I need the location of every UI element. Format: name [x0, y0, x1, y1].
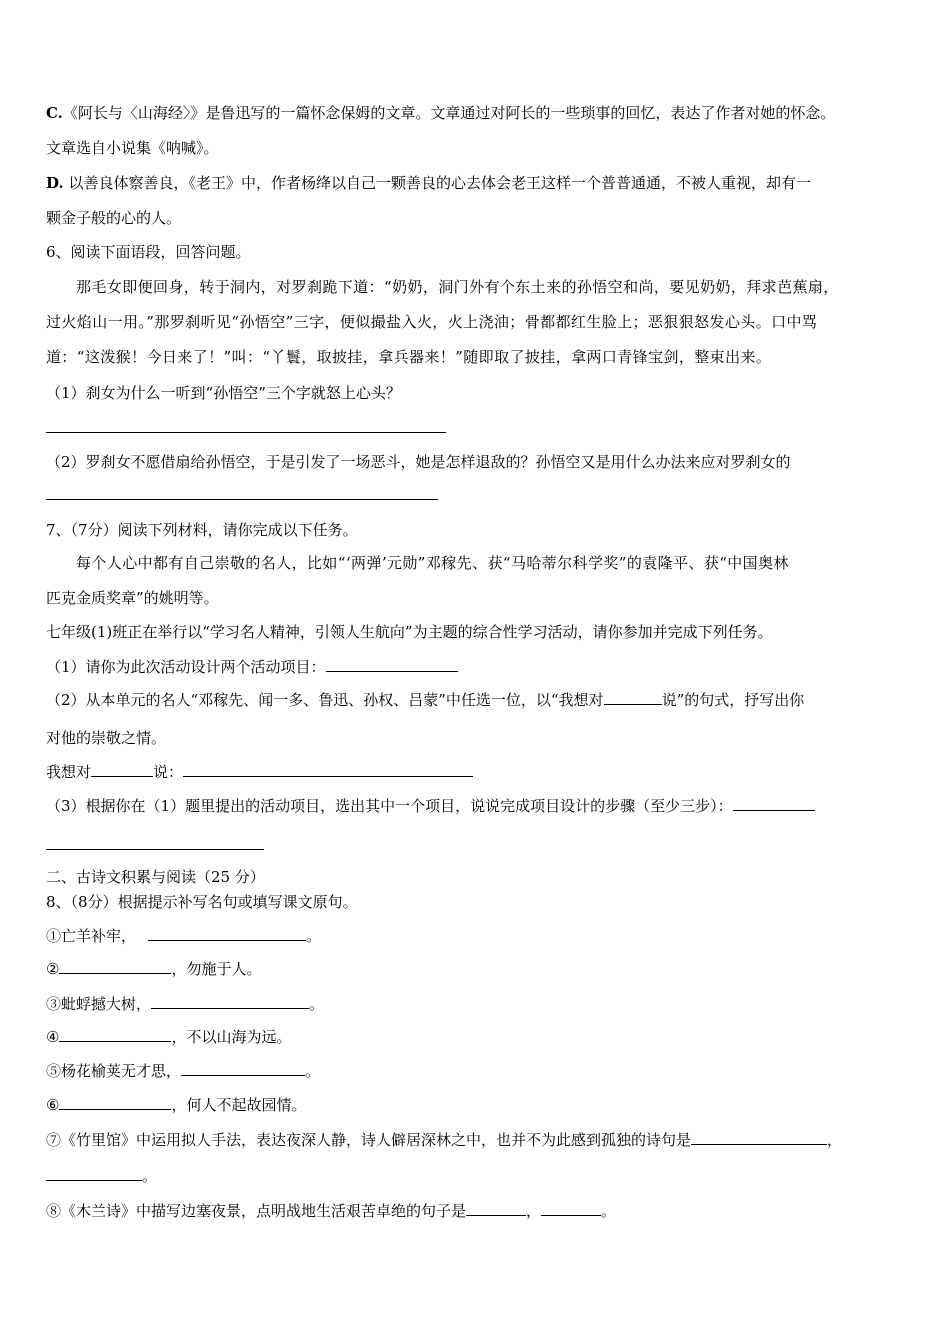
prompt: 。: [306, 927, 322, 945]
answer-blank[interactable]: [604, 690, 662, 705]
prompt: ⑦《竹里馆》中运用拟人手法，表达夜深人静，诗人僻居深林之中，也并不为此感到孤独的诗句是: [46, 1131, 692, 1149]
prompt: （2）从本单元的名人“邓稼先、闻一多、鲁迅、孙权、吕蒙”中任选一位，以“我想对: [46, 691, 604, 709]
q6-passage-2: 过火焰山一用。”那罗刹听见“孙悟空”三字，便似撮盐入火，火上浇油；骨都都红生脸上；恶狠狠怒发心头。口中骂: [46, 313, 818, 331]
prompt: ⑧《木兰诗》中描写边塞夜景，点明战地生活艰苦卓绝的句子是: [46, 1202, 467, 1220]
prompt: 。: [309, 995, 325, 1013]
answer-line[interactable]: [46, 849, 264, 850]
q8-item-8: [46, 1201, 616, 1221]
q7-intro: 七年级(1)班正在举行以“学习名人精神，引领人生航向”为主题的综合性学习活动，请你参加并完成下列任务。: [46, 623, 773, 641]
answer-blank[interactable]: [326, 657, 458, 672]
q7-title: 7、（7分）阅读下列材料，请你完成以下任务。: [46, 521, 358, 539]
answer-blank[interactable]: [691, 1130, 827, 1145]
prompt: ①亡羊补牢，: [46, 927, 137, 945]
option-label: D.: [46, 174, 64, 192]
answer-blank[interactable]: [59, 1027, 171, 1042]
answer-blank[interactable]: [151, 994, 309, 1009]
q7-sub3: [46, 796, 815, 816]
section-heading: 二、古诗文积累与阅读（25 分）: [46, 868, 265, 886]
q6-passage-1: 那毛女即便回身，转于洞内，对罗刹跪下道：“奶奶，洞门外有个东土来的孙悟空和尚，要见奶奶，拜求芭蕉扇，: [76, 278, 839, 296]
prompt: 。: [601, 1202, 617, 1220]
answer-line[interactable]: [46, 499, 438, 500]
prompt: （1）请你为此次活动设计两个活动项目：: [46, 658, 326, 676]
option-text: 《阿长与〈山海经〉》是鲁迅写的一篇怀念保姆的文章。文章通过对阿长的一些琐事的回忆，表达了作者对她的怀念。: [62, 104, 836, 122]
prompt: ②: [46, 960, 60, 978]
q7-sub1: [46, 657, 458, 677]
prompt: 。: [142, 1167, 158, 1185]
prompt: ，不以山海为远。: [171, 1028, 292, 1046]
answer-blank[interactable]: [183, 762, 473, 777]
prompt: ③蚍蜉撼大树，: [46, 995, 152, 1013]
q8-item-2: [46, 959, 261, 979]
q8-item-1: [46, 926, 321, 946]
q6-sub2: （2）罗刹女不愿借扇给孙悟空，于是引发了一场恶斗，她是怎样退敌的？孙悟空又是用什么办法来应对罗刹女的: [46, 453, 791, 471]
answer-blank[interactable]: [148, 926, 306, 941]
prompt: （3）根据你在（1）题里提出的活动项目，选出其中一个项目，说说完成项目设计的步骤（至少三步）：: [46, 797, 733, 815]
option-d-line1: [46, 173, 811, 193]
option-label: C.: [46, 104, 63, 122]
prompt: 说”的句式，抒写出你: [661, 691, 805, 709]
answer-blank[interactable]: [181, 1061, 305, 1076]
prompt: ⑥: [46, 1096, 60, 1114]
option-c-line1: [46, 103, 835, 123]
q8-item-7-cont: [46, 1166, 157, 1186]
prompt: ⑤杨花榆荚无才思，: [46, 1062, 182, 1080]
answer-blank[interactable]: [466, 1201, 526, 1216]
option-text: 以善良体察善良，《老王》中，作者杨绛以自己一颗善良的心去体会老王这样一个普普通通，不被人重视，却有一: [68, 174, 811, 192]
prompt: 我想对: [46, 763, 92, 781]
prompt: ，: [526, 1202, 542, 1220]
q8-item-5: [46, 1061, 320, 1081]
q7-sub2-cont: 对他的崇敬之情。: [46, 729, 167, 747]
prompt: 说：: [153, 763, 184, 781]
answer-blank[interactable]: [59, 1095, 171, 1110]
q6-passage-3: 道：“这泼猴！今日来了！”叫：“丫鬟，取披挂，拿兵器来！”随即取了披挂，拿两口青锋宝剑，整束出来。: [46, 348, 772, 366]
q7-material-2: 匹克金质奖章”的姚明等。: [46, 589, 219, 607]
answer-blank[interactable]: [541, 1201, 601, 1216]
answer-blank[interactable]: [46, 1166, 142, 1181]
q8-item-4: [46, 1027, 291, 1047]
q6-sub1: （1）刹女为什么一听到“孙悟空”三个字就怒上心头？: [46, 384, 401, 402]
prompt: ，何人不起故园情。: [171, 1096, 307, 1114]
q8-item-7: [46, 1130, 842, 1150]
option-d-line2: 颗金子般的心的人。: [46, 209, 182, 227]
q7-material-1: 每个人心中都有自己崇敬的名人，比如“‘两弹’元勋”邓稼先、获“马哈蒂尔科学奖”的袁隆平、获“中国奥林: [76, 554, 789, 572]
answer-line[interactable]: [46, 432, 446, 433]
answer-blank[interactable]: [91, 762, 153, 777]
answer-blank[interactable]: [733, 796, 815, 811]
answer-blank[interactable]: [59, 959, 171, 974]
q7-sub2-answer: [46, 762, 473, 782]
prompt: 。: [305, 1062, 321, 1080]
q8-item-6: [46, 1095, 306, 1115]
q8-item-3: [46, 994, 324, 1014]
q7-sub2: [46, 690, 804, 710]
option-c-line2: 文章选自小说集《呐喊》。: [46, 139, 219, 157]
prompt: ，: [827, 1131, 843, 1149]
q8-title: 8、（8分）根据提示补写名句或填写课文原句。: [46, 893, 358, 911]
q6-title: 6、阅读下面语段，回答问题。: [46, 243, 251, 261]
prompt: ，勿施于人。: [171, 960, 262, 978]
prompt: ④: [46, 1028, 60, 1046]
